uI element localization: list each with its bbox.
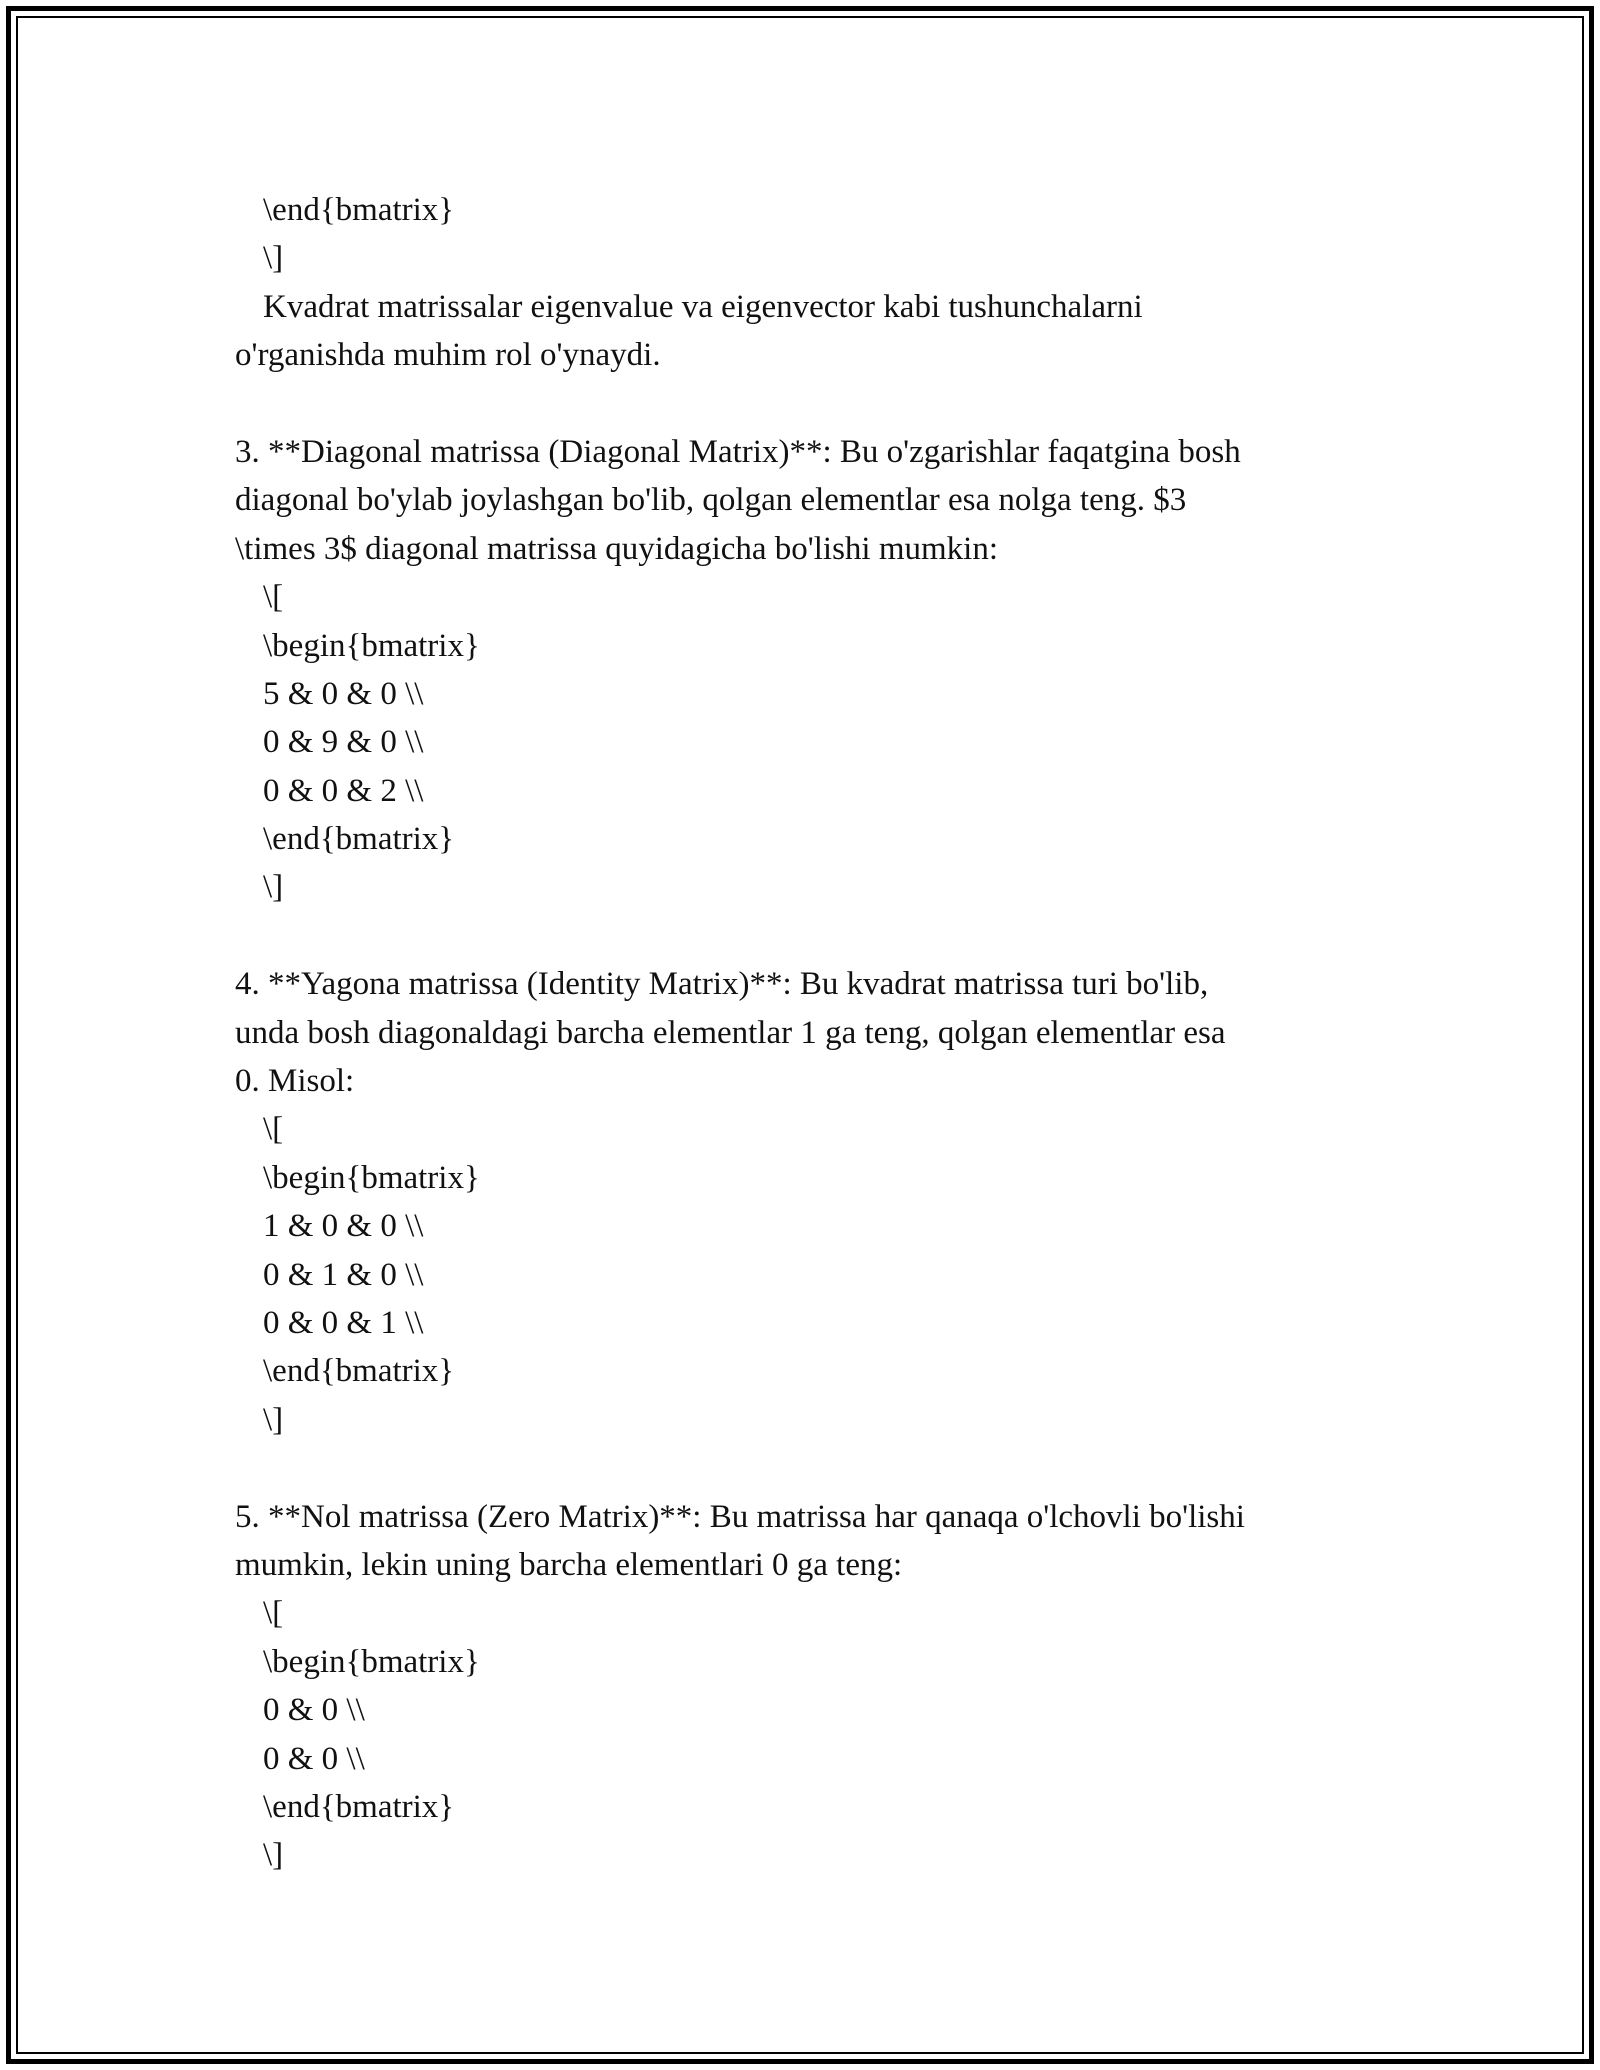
text-line: \] <box>263 240 284 277</box>
text-line: mumkin, lekin uning barcha elementlari 0 ga teng: <box>235 1546 903 1583</box>
document-body <box>235 186 1375 1880</box>
text-line: \begin{bmatrix} <box>263 1643 480 1680</box>
text-line: \] <box>263 1401 284 1438</box>
text-line: \end{bmatrix} <box>263 192 455 228</box>
blank-line <box>235 380 1375 428</box>
text-line: 0 & 1 & 0 \\ <box>263 1256 424 1293</box>
text-line: 0 & 0 \\ <box>263 1692 365 1729</box>
text-line: \begin{bmatrix} <box>263 627 480 664</box>
text-line: 3. **Diagonal matrissa (Diagonal Matrix)**: Bu o'zgarishlar faqatgina bosh <box>235 433 1241 470</box>
text-line: o'rganishda muhim rol o'ynaydi. <box>235 337 661 374</box>
text-line: \[ <box>263 1111 284 1148</box>
text-line: 0 & 9 & 0 \\ <box>263 724 424 761</box>
text-line: Kvadrat matrissalar eigenvalue va eigenvector kabi tushunchalarni <box>263 288 1143 325</box>
blank-line <box>235 1444 1375 1492</box>
text-line: \[ <box>263 1595 284 1632</box>
text-line: 5. **Nol matrissa (Zero Matrix)**: Bu matrissa har qanaqa o'lchovli bo'lishi <box>235 1498 1245 1535</box>
text-line: 4. **Yagona matrissa (Identity Matrix)**: Bu kvadrat matrissa turi bo'lib, <box>235 966 1209 1003</box>
blank-line <box>235 912 1375 960</box>
text-line: \end{bmatrix} <box>263 821 455 858</box>
text-line: \begin{bmatrix} <box>263 1159 480 1196</box>
text-line: 0 & 0 & 2 \\ <box>263 772 424 809</box>
text-line: 0. Misol: <box>235 1063 355 1100</box>
text-line: unda bosh diagonaldagi barcha elementlar 1 ga teng, qolgan elementlar esa <box>235 1014 1226 1051</box>
text-line: \end{bmatrix} <box>263 1788 455 1825</box>
text-line: diagonal bo'ylab joylashgan bo'lib, qolgan elementlar esa nolga teng. $3 <box>235 482 1187 519</box>
text-line: 0 & 0 & 1 \\ <box>263 1304 424 1341</box>
text-line: 0 & 0 \\ <box>263 1740 365 1777</box>
text-line: \] <box>263 1837 284 1874</box>
text-line: \end{bmatrix} <box>263 1353 455 1390</box>
text-line: \times 3$ diagonal matrissa quyidagicha bo'lishi mumkin: <box>235 530 999 567</box>
text-line: \[ <box>263 579 284 616</box>
text-line: \] <box>263 869 284 906</box>
text-line: 1 & 0 & 0 \\ <box>263 1208 424 1245</box>
text-line: 5 & 0 & 0 \\ <box>263 675 424 712</box>
